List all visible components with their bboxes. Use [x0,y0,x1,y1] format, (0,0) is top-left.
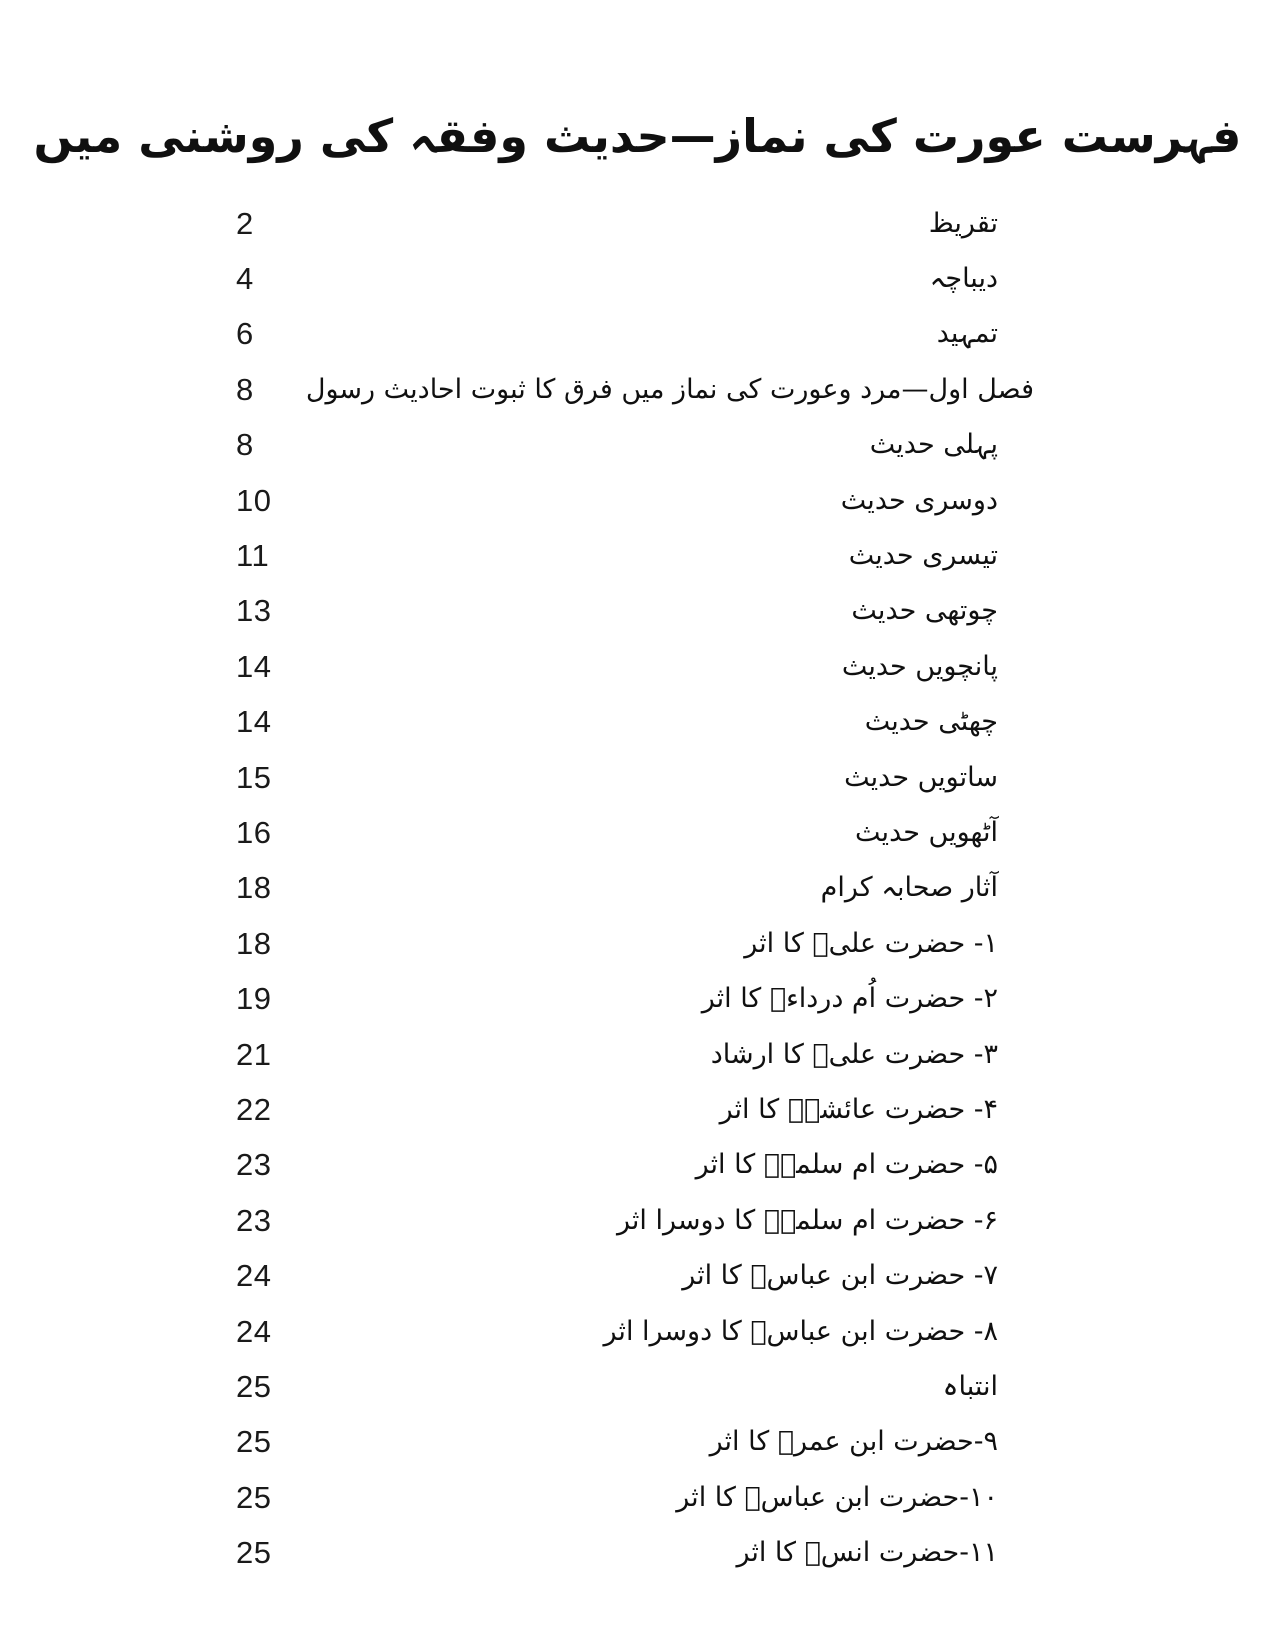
toc-entry-label: ۸- حضرت ابن عباسؓ کا دوسرا اثر [603,1315,998,1347]
toc-row [236,1525,998,1580]
toc-row [236,1082,998,1137]
toc-row [236,916,998,971]
toc-entry-label: چوتھی حدیث [851,595,998,627]
toc-row [236,1027,998,1082]
toc-row [236,1359,998,1414]
toc-page-number: 22 [236,1091,272,1127]
toc-row [236,1193,998,1248]
toc-entry-label: چھٹی حدیث [864,706,998,738]
toc-entry-label: دیباچہ [929,263,998,295]
toc-entry-label: تیسری حدیث [848,540,998,572]
toc-page-number: 23 [236,1202,272,1238]
toc-list [236,196,1034,1581]
toc-page-number: 8 [236,427,254,463]
toc-page-number: 2 [236,205,254,241]
toc-entry-label: ۱۱-حضرت انسؓ کا اثر [736,1537,998,1569]
toc-row [236,307,998,362]
toc-page-number: 25 [236,1535,272,1571]
toc-row [236,971,998,1026]
toc-page-number: 18 [236,870,272,906]
toc-page-number: 24 [236,1258,272,1294]
toc-entry-label: دوسری حدیث [840,484,998,516]
toc-entry-label: تقریظ [928,207,998,239]
toc-row [236,1470,998,1525]
toc-page-number: 16 [236,814,272,850]
toc-page-number: 6 [236,316,254,352]
toc-row [236,528,998,583]
toc-entry-label: ۷- حضرت ابن عباسؓ کا اثر [682,1260,998,1292]
toc-row [236,473,998,528]
toc-entry-label: پہلی حدیث [869,429,998,461]
toc-row [236,805,998,860]
toc-page-number: 25 [236,1368,272,1404]
toc-page-number: 24 [236,1313,272,1349]
toc-row [236,1248,998,1303]
toc-entry-label: ۵- حضرت ام سلمہؓ کا اثر [695,1149,998,1181]
toc-page-number: 14 [236,648,272,684]
toc-page-number: 13 [236,593,272,629]
toc-page-number: 10 [236,482,272,518]
toc-row [236,584,998,639]
toc-entry-label: تمہید [936,318,998,350]
toc-entry-label: ۱۰-حضرت ابن عباسؓ کا اثر [676,1481,998,1513]
toc-page-number: 25 [236,1479,272,1515]
toc-entry-label: ۹-حضرت ابن عمرؓ کا اثر [709,1426,998,1458]
toc-entry-label: ساتویں حدیث [844,761,998,793]
toc-entry-label: آٹھویں حدیث [855,817,998,849]
toc-row [236,196,998,251]
toc-row [236,750,998,805]
toc-page-number: 11 [236,538,270,574]
toc-row [236,1138,998,1193]
toc-page-number: 19 [236,981,272,1017]
toc-row [236,1304,998,1359]
toc-row [236,639,998,694]
toc-entry-label: پانچویں حدیث [841,650,998,682]
toc-row [236,251,998,306]
toc-page-number: 18 [236,925,272,961]
toc-row [236,695,998,750]
toc-page-number: 23 [236,1147,272,1183]
toc-row [236,362,1034,417]
toc-page-number: 4 [236,261,254,297]
page-title: فہرست عورت کی نماز—حدیث وفقہ کی روشنی میں [33,109,1242,163]
toc-entry-label: انتباہ [942,1371,998,1403]
toc-row [236,861,998,916]
toc-entry-label: ۳- حضرت علیؓ کا ارشاد [710,1038,998,1070]
toc-page-number: 14 [236,704,272,740]
toc-page-number: 8 [236,371,254,407]
toc-entry-label: ۶- حضرت ام سلمہؓ کا دوسرا اثر [616,1204,998,1236]
toc-row [236,418,998,473]
toc-page-number: 21 [236,1036,272,1072]
toc-entry-label: ۴- حضرت عائشہؓ کا اثر [719,1094,998,1126]
toc-page-number: 25 [236,1424,272,1460]
toc-page-number: 15 [236,759,272,795]
toc-entry-label: فصل اول—مرد وعورت کی نماز میں فرق کا ثبوت احادیث رسول [305,373,1034,405]
toc-entry-label: ۱- حضرت علیؓ کا اثر [744,927,998,959]
toc-entry-label: ۲- حضرت اُم درداءؓ کا اثر [701,983,998,1015]
toc-row [236,1415,998,1470]
toc-entry-label: آثار صحابہ کرام [820,872,998,904]
